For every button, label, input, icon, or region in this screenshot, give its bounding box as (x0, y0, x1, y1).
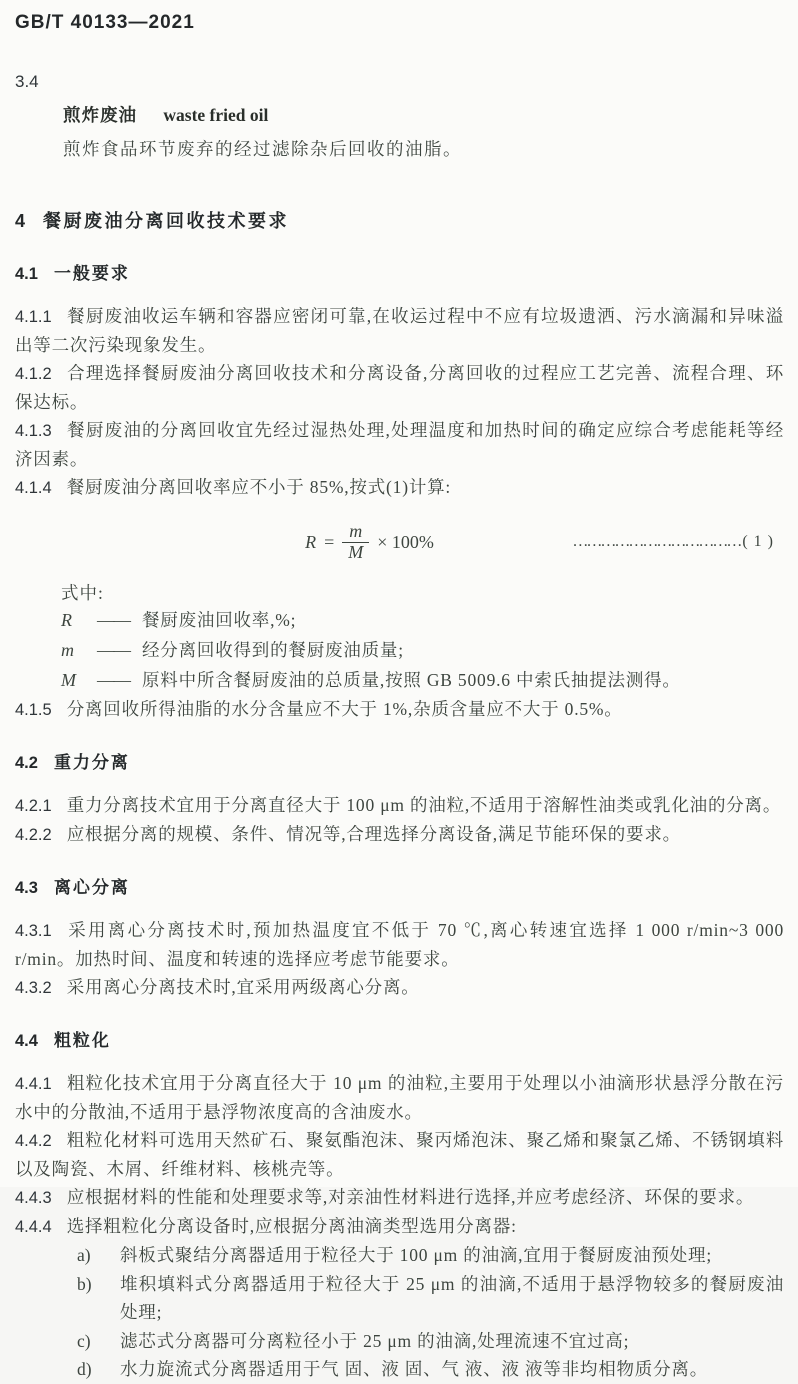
symbol-description: 经分离回收得到的餐厨废油质量; (142, 640, 404, 660)
clause-text: 采用离心分离技术时,预加热温度宜不低于 70 ℃,离心转速宜选择 1 000 r/min~3 000 r/min。加热时间、温度和转速的选择应考虑节能要求。 (15, 920, 784, 969)
clause-text: 粗粒化材料可选用天然矿石、聚氨酯泡沫、聚丙烯泡沫、聚乙烯和聚氯乙烯、不锈钢填料以及陶瓷、木屑、纤维材料、核桃壳等。 (15, 1130, 784, 1179)
term-title (63, 102, 784, 127)
clause-4-1-2 (15, 359, 784, 416)
section-title: 粗粒化 (53, 1031, 111, 1050)
clause-number: 4.1.3 (15, 422, 52, 440)
list-marker: c) (77, 1330, 91, 1351)
clause-4-3-1 (15, 916, 784, 973)
clause-number: 4.1.1 (15, 308, 52, 326)
list-item-text: 水力旋流式分离器适用于气 固、液 固、气 液、液 液等非均相物质分离。 (120, 1359, 708, 1379)
section-title: 离心分离 (53, 878, 130, 897)
fraction-numerator: m (349, 520, 363, 541)
clause-text: 采用离心分离技术时,宜采用两级离心分离。 (66, 977, 420, 997)
section-title: 重力分离 (53, 753, 130, 772)
list-item-text: 堆积填料式分离器适用于粒径大于 25 μm 的油滴,不适用于悬浮物较多的餐厨废油处理; (120, 1273, 784, 1322)
symbol-description: 原料中所含餐厨废油的总质量,按照 GB 5009.6 中索氏抽提法测得。 (142, 670, 681, 690)
term-definition: 煎炸食品环节废弃的经过滤除杂后回收的油脂。 (63, 139, 462, 159)
list-marker: b) (77, 1273, 92, 1294)
fraction (342, 522, 369, 563)
clause-4-2-1 (15, 791, 784, 820)
symbol: M (61, 670, 76, 690)
clause-number: 4.4.1 (15, 1075, 52, 1093)
clause-number: 4.4.4 (15, 1218, 52, 1236)
clause-4-4-1 (15, 1069, 784, 1126)
clause-text: 餐厨废油收运车辆和容器应密闭可靠,在收运过程中不应有垃圾遗洒、污水滴漏和异味溢出等二次污染现象发生。 (15, 306, 784, 355)
term-english: waste fried oil (163, 105, 269, 125)
list-item-c (77, 1327, 784, 1356)
clause-text: 合理选择餐厨废油分离回收技术和分离设备,分离回收的过程应工艺完善、流程合理、环保达标。 (15, 363, 784, 412)
section-4-4-heading (15, 1026, 784, 1051)
em-dash: —— (97, 640, 130, 660)
clause-4-1-3 (15, 416, 784, 473)
clause-number: 4.4.2 (15, 1132, 52, 1150)
term-clause-number: 3.4 (15, 72, 39, 91)
clause-4-2-2 (15, 820, 784, 849)
chapter-number: 4 (15, 211, 26, 231)
section-title: 一般要求 (53, 264, 130, 283)
section-4-1-heading (15, 259, 784, 284)
where-row-M (61, 665, 784, 695)
clause-number: 4.1.4 (15, 479, 52, 497)
section-4-2-heading (15, 748, 784, 773)
clause-text: 选择粗粒化分离设备时,应根据分离油滴类型选用分离器: (66, 1216, 517, 1236)
em-dash: —— (97, 670, 130, 690)
clause-number: 4.2.1 (15, 797, 52, 815)
list-item-text: 滤芯式分离器可分离粒径小于 25 μm 的油滴,处理流速不宜过高; (120, 1330, 630, 1351)
clause-4-3-2 (15, 973, 784, 1002)
clause-number: 4.2.2 (15, 826, 52, 844)
section-number: 4.2 (15, 754, 38, 772)
clause-number: 4.1.5 (15, 701, 52, 719)
clause-number: 4.1.2 (15, 365, 52, 383)
section-number: 4.1 (15, 265, 38, 283)
clause-4-4-3 (15, 1183, 784, 1212)
symbol-description: 餐厨废油回收率,%; (142, 610, 297, 630)
clause-text: 应根据分离的规模、条件、情况等,合理选择分离设备,满足节能环保的要求。 (66, 824, 681, 844)
section-number: 4.3 (15, 879, 38, 897)
clause-text: 粗粒化技术宜用于分离直径大于 10 μm 的油粒,主要用于处理以小油滴形状悬浮分散在污水中的分散油,不适用于悬浮物浓度高的含油废水。 (15, 1073, 784, 1122)
clause-number: 4.4.3 (15, 1189, 52, 1207)
fraction-denominator: M (342, 542, 369, 563)
list-item-a (77, 1241, 784, 1270)
clause-text: 餐厨废油的分离回收宜先经过湿热处理,处理温度和加热时间的确定应综合考虑能耗等经济因素。 (15, 420, 784, 469)
leader-dots: ……………………………… (572, 533, 741, 550)
equals-sign: = (324, 531, 335, 552)
list-item-d (77, 1355, 784, 1384)
clause-number: 4.3.2 (15, 979, 52, 997)
where-row-m (61, 635, 784, 665)
symbol: m (61, 640, 74, 660)
term-chinese: 煎炸废油 (63, 105, 137, 125)
clause-4-1-5 (15, 695, 784, 724)
formula-expression (305, 522, 434, 563)
clause-text: 餐厨废油分离回收率应不小于 85%,按式(1)计算: (66, 477, 452, 497)
clause-number: 4.3.1 (15, 922, 52, 940)
chapter-4-heading (15, 207, 784, 233)
clause-4-1-4 (15, 473, 784, 502)
clause-text: 应根据材料的性能和处理要求等,对亲油性材料进行选择,并应考虑经济、环保的要求。 (66, 1187, 755, 1207)
em-dash: —— (97, 610, 130, 630)
clause-4-4-4 (15, 1212, 784, 1241)
formula-lhs: R (305, 531, 317, 552)
where-row-R (61, 605, 784, 635)
section-number: 4.4 (15, 1032, 38, 1050)
clause-text: 分离回收所得油脂的水分含量应不大于 1%,杂质含量应不大于 0.5%。 (66, 699, 623, 719)
symbol: R (61, 610, 72, 630)
formula-rhs: × 100% (377, 531, 434, 552)
formula-1 (15, 510, 784, 574)
clause-4-1-1 (15, 302, 784, 359)
where-label: 式中: (61, 583, 104, 603)
formula-leader-dots (572, 533, 774, 551)
list-item-b (77, 1270, 784, 1327)
equation-number: ( 1 ) (742, 533, 774, 550)
section-4-3-heading (15, 873, 784, 898)
list-item-text: 斜板式聚结分离器适用于粒径大于 100 μm 的油滴,宜用于餐厨废油预处理; (120, 1245, 713, 1265)
chapter-title: 餐厨废油分离回收技术要求 (43, 211, 290, 231)
list-marker: d) (77, 1359, 92, 1379)
clause-text: 重力分离技术宜用于分离直径大于 100 μm 的油粒,不适用于溶解性油类或乳化油的分离。 (66, 795, 782, 815)
list-marker: a) (77, 1245, 91, 1265)
doc-code-header: GB/T 40133—2021 (15, 12, 195, 33)
clause-4-4-2 (15, 1126, 784, 1183)
